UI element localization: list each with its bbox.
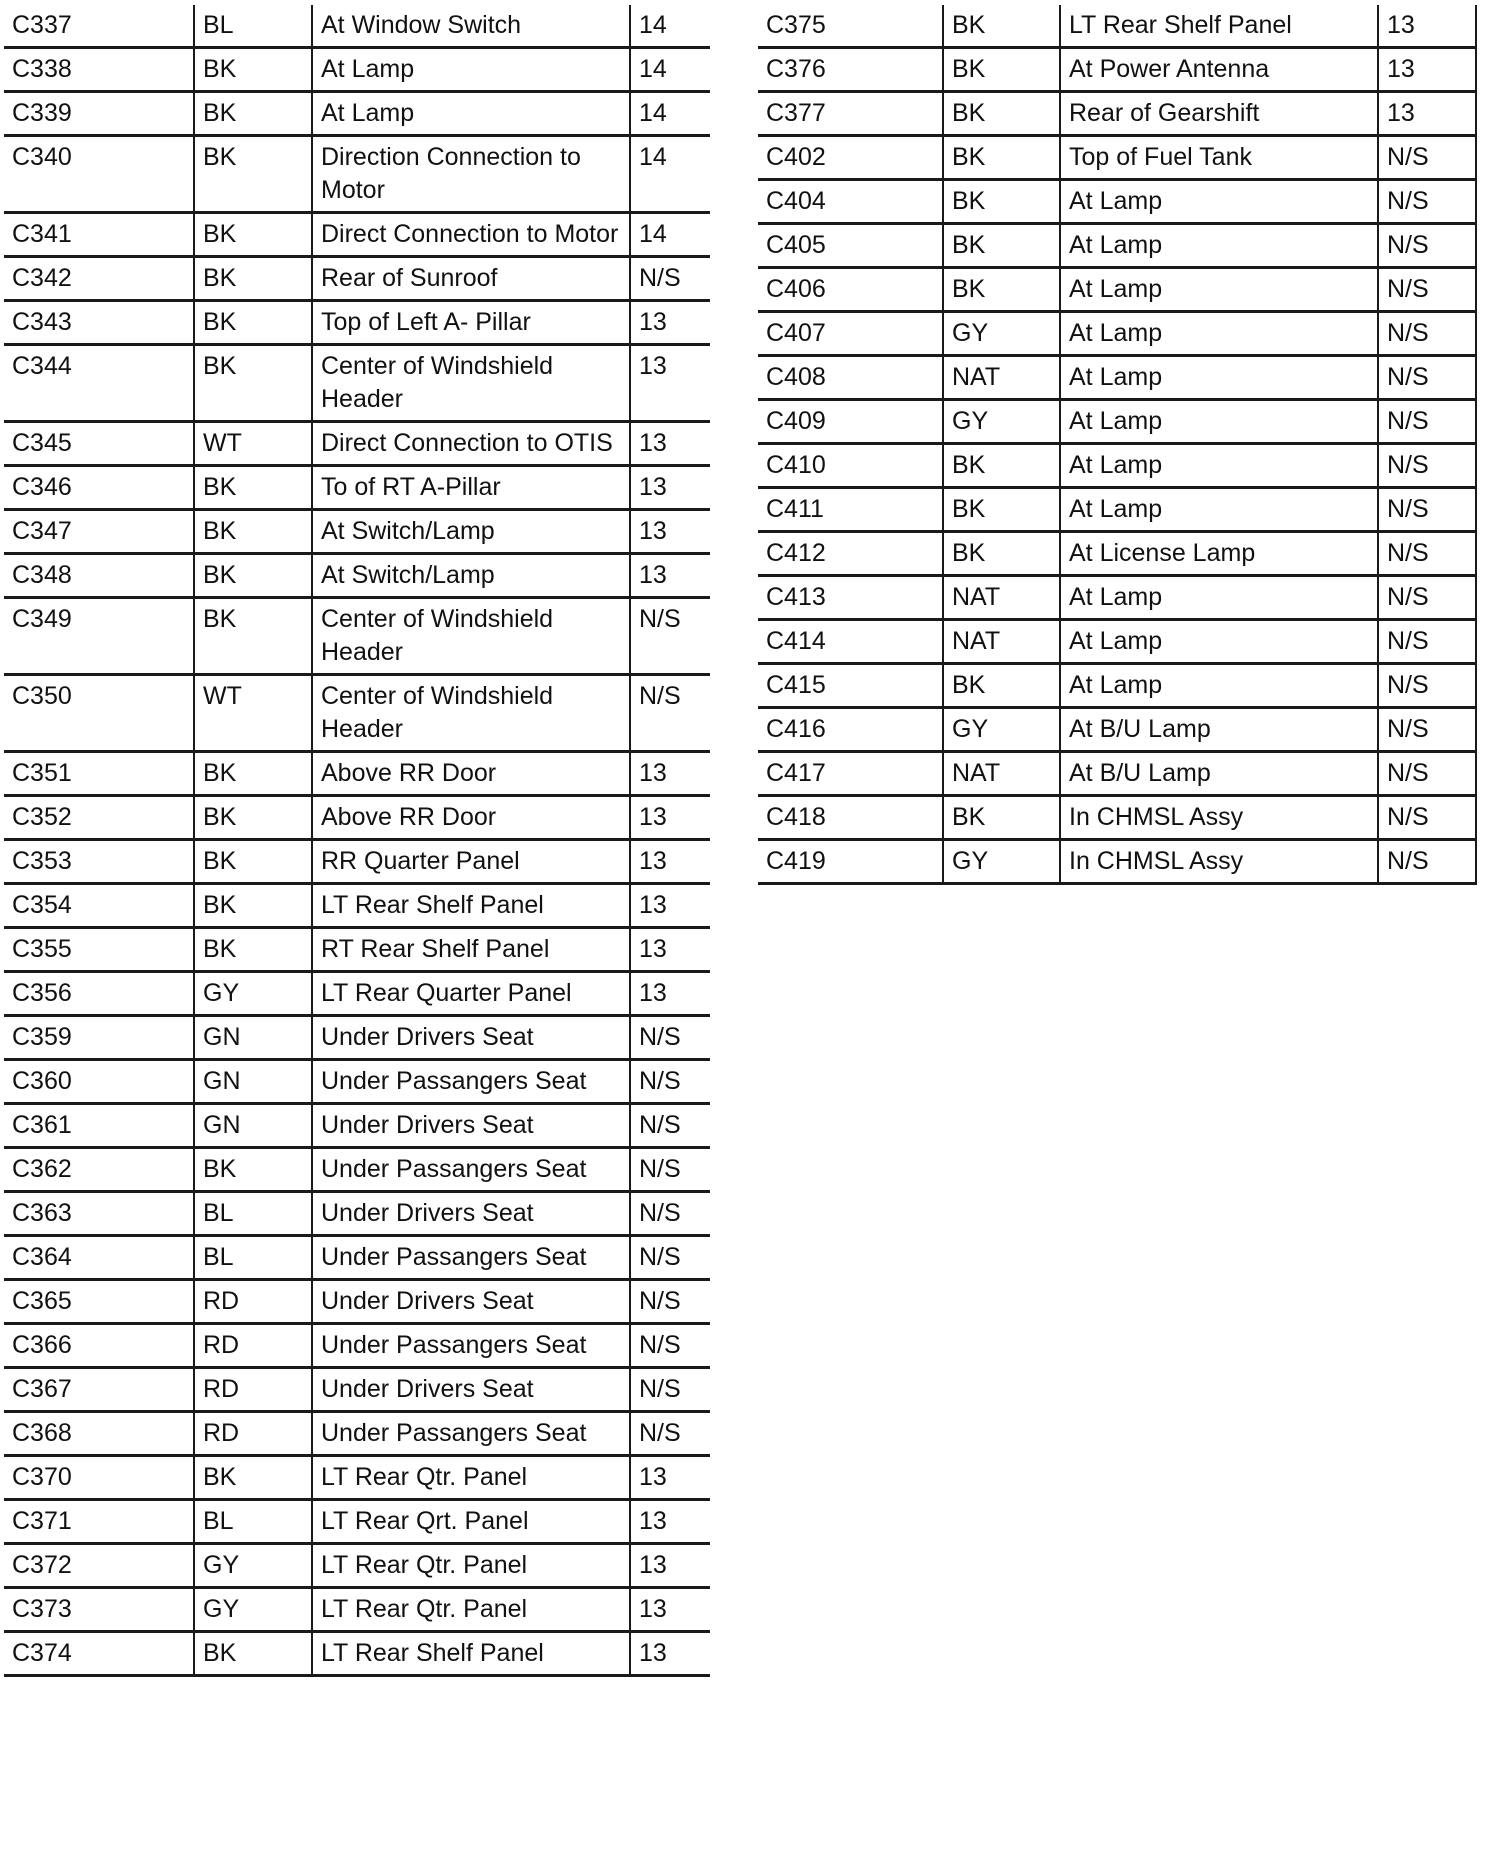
location-cell: At Lamp xyxy=(1060,444,1378,488)
table-row xyxy=(4,752,710,796)
wire-color-cell: RD xyxy=(194,1324,312,1368)
page-ref-cell: N/S xyxy=(1378,312,1476,356)
connector-id-cell: C371 xyxy=(4,1500,194,1544)
location-cell: At Switch/Lamp xyxy=(312,510,630,554)
wire-color-cell: BK xyxy=(194,928,312,972)
location-cell: LT Rear Qtr. Panel xyxy=(312,1588,630,1632)
page-ref-cell: N/S xyxy=(630,1280,710,1324)
location-cell: LT Rear Qtr. Panel xyxy=(312,1544,630,1588)
wire-color-cell: BK xyxy=(943,224,1060,268)
wire-color-cell: RD xyxy=(194,1368,312,1412)
table-row xyxy=(4,1236,710,1280)
location-cell: RT Rear Shelf Panel xyxy=(312,928,630,972)
connector-table-left xyxy=(4,5,710,1677)
page-ref-cell: 13 xyxy=(630,1500,710,1544)
page-ref-cell: 13 xyxy=(630,345,710,422)
table-row xyxy=(758,136,1476,180)
wire-color-cell: GY xyxy=(194,972,312,1016)
wire-color-cell: NAT xyxy=(943,752,1060,796)
table-row xyxy=(4,301,710,345)
location-cell: At Lamp xyxy=(312,48,630,92)
connector-id-cell: C373 xyxy=(4,1588,194,1632)
connector-id-cell: C412 xyxy=(758,532,943,576)
wire-color-cell: BK xyxy=(194,345,312,422)
connector-id-cell: C404 xyxy=(758,180,943,224)
page-ref-cell: N/S xyxy=(1378,180,1476,224)
wire-color-cell: BK xyxy=(943,532,1060,576)
table-row xyxy=(758,312,1476,356)
page-ref-cell: N/S xyxy=(630,257,710,301)
connector-id-cell: C352 xyxy=(4,796,194,840)
location-cell: Top of Left A- Pillar xyxy=(312,301,630,345)
page-ref-cell: 13 xyxy=(630,301,710,345)
page-ref-cell: 13 xyxy=(630,1588,710,1632)
connector-id-cell: C372 xyxy=(4,1544,194,1588)
wire-color-cell: BK xyxy=(943,796,1060,840)
wire-color-cell: BK xyxy=(194,510,312,554)
connector-id-cell: C366 xyxy=(4,1324,194,1368)
table-row xyxy=(4,257,710,301)
connector-id-cell: C344 xyxy=(4,345,194,422)
wire-color-cell: NAT xyxy=(943,620,1060,664)
connector-id-cell: C409 xyxy=(758,400,943,444)
connector-id-cell: C370 xyxy=(4,1456,194,1500)
location-cell: Center of Windshield Header xyxy=(312,345,630,422)
table-row xyxy=(4,422,710,466)
page-ref-cell: 13 xyxy=(630,554,710,598)
page-ref-cell: 14 xyxy=(630,136,710,213)
page-ref-cell: N/S xyxy=(1378,268,1476,312)
location-cell: Direction Connection to Motor xyxy=(312,136,630,213)
location-cell: At Lamp xyxy=(1060,224,1378,268)
page-ref-cell: N/S xyxy=(630,1324,710,1368)
table-row xyxy=(758,664,1476,708)
location-cell: LT Rear Qrt. Panel xyxy=(312,1500,630,1544)
connector-id-cell: C362 xyxy=(4,1148,194,1192)
table-row xyxy=(4,884,710,928)
location-cell: Above RR Door xyxy=(312,752,630,796)
connector-id-cell: C364 xyxy=(4,1236,194,1280)
table-row xyxy=(4,972,710,1016)
wire-color-cell: BK xyxy=(194,1632,312,1676)
page-ref-cell: N/S xyxy=(1378,488,1476,532)
wire-color-cell: GN xyxy=(194,1104,312,1148)
table-row xyxy=(4,1148,710,1192)
connector-id-cell: C339 xyxy=(4,92,194,136)
connector-id-cell: C361 xyxy=(4,1104,194,1148)
table-row xyxy=(758,400,1476,444)
connector-id-cell: C407 xyxy=(758,312,943,356)
table-row xyxy=(4,1104,710,1148)
table-row xyxy=(4,1456,710,1500)
wire-color-cell: BK xyxy=(194,136,312,213)
wire-color-cell: BK xyxy=(194,840,312,884)
wire-color-cell: NAT xyxy=(943,576,1060,620)
connector-id-cell: C406 xyxy=(758,268,943,312)
location-cell: Under Drivers Seat xyxy=(312,1280,630,1324)
wire-color-cell: GY xyxy=(194,1588,312,1632)
location-cell: At B/U Lamp xyxy=(1060,708,1378,752)
page-ref-cell: 13 xyxy=(1378,5,1476,48)
wire-color-cell: RD xyxy=(194,1412,312,1456)
page-ref-cell: N/S xyxy=(1378,224,1476,268)
connector-id-cell: C408 xyxy=(758,356,943,400)
page-ref-cell: N/S xyxy=(630,1412,710,1456)
location-cell: At Lamp xyxy=(1060,664,1378,708)
location-cell: At B/U Lamp xyxy=(1060,752,1378,796)
page-ref-cell: N/S xyxy=(1378,796,1476,840)
page-ref-cell: 13 xyxy=(630,1544,710,1588)
wire-color-cell: BK xyxy=(194,301,312,345)
connector-id-cell: C415 xyxy=(758,664,943,708)
wire-color-cell: GY xyxy=(943,312,1060,356)
connector-id-cell: C402 xyxy=(758,136,943,180)
page-ref-cell: 13 xyxy=(630,796,710,840)
table-row xyxy=(4,466,710,510)
wire-color-cell: BK xyxy=(194,1148,312,1192)
connector-id-cell: C377 xyxy=(758,92,943,136)
table-row xyxy=(4,675,710,752)
table-row xyxy=(4,510,710,554)
connector-id-cell: C340 xyxy=(4,136,194,213)
page-ref-cell: 13 xyxy=(630,1456,710,1500)
connector-table-body xyxy=(4,5,710,1676)
connector-table-right xyxy=(758,5,1477,885)
connector-id-cell: C345 xyxy=(4,422,194,466)
connector-id-cell: C347 xyxy=(4,510,194,554)
page-ref-cell: N/S xyxy=(630,1148,710,1192)
location-cell: RR Quarter Panel xyxy=(312,840,630,884)
connector-id-cell: C349 xyxy=(4,598,194,675)
connector-id-cell: C368 xyxy=(4,1412,194,1456)
page-ref-cell: 14 xyxy=(630,5,710,48)
connector-id-cell: C343 xyxy=(4,301,194,345)
location-cell: Under Drivers Seat xyxy=(312,1016,630,1060)
wire-color-cell: BK xyxy=(943,664,1060,708)
wire-color-cell: BK xyxy=(943,268,1060,312)
page-ref-cell: N/S xyxy=(1378,840,1476,884)
table-row xyxy=(4,840,710,884)
page-ref-cell: 13 xyxy=(1378,92,1476,136)
wire-color-cell: BK xyxy=(194,598,312,675)
page-ref-cell: N/S xyxy=(1378,532,1476,576)
table-row xyxy=(758,92,1476,136)
location-cell: Under Passangers Seat xyxy=(312,1148,630,1192)
table-row xyxy=(758,488,1476,532)
table-row xyxy=(758,224,1476,268)
table-row xyxy=(4,1324,710,1368)
wire-color-cell: GY xyxy=(943,400,1060,444)
connector-id-cell: C351 xyxy=(4,752,194,796)
connector-id-cell: C417 xyxy=(758,752,943,796)
connector-id-cell: C353 xyxy=(4,840,194,884)
page-ref-cell: N/S xyxy=(1378,356,1476,400)
table-row xyxy=(4,48,710,92)
wire-color-cell: BK xyxy=(194,257,312,301)
table-row xyxy=(758,840,1476,884)
page-ref-cell: N/S xyxy=(630,1236,710,1280)
wire-color-cell: GN xyxy=(194,1060,312,1104)
connector-id-cell: C416 xyxy=(758,708,943,752)
location-cell: In CHMSL Assy xyxy=(1060,840,1378,884)
wire-color-cell: BK xyxy=(194,213,312,257)
wire-color-cell: BK xyxy=(943,92,1060,136)
page-ref-cell: 13 xyxy=(630,466,710,510)
table-row xyxy=(4,1500,710,1544)
location-cell: Rear of Gearshift xyxy=(1060,92,1378,136)
table-row xyxy=(758,532,1476,576)
location-cell: At Lamp xyxy=(1060,268,1378,312)
wire-color-cell: BK xyxy=(194,884,312,928)
location-cell: Center of Windshield Header xyxy=(312,675,630,752)
page-ref-cell: N/S xyxy=(630,675,710,752)
page-ref-cell: N/S xyxy=(630,598,710,675)
location-cell: At Lamp xyxy=(1060,312,1378,356)
wire-color-cell: GY xyxy=(943,708,1060,752)
table-row xyxy=(758,576,1476,620)
wire-color-cell: NAT xyxy=(943,356,1060,400)
table-row xyxy=(4,1544,710,1588)
connector-id-cell: C363 xyxy=(4,1192,194,1236)
location-cell: Top of Fuel Tank xyxy=(1060,136,1378,180)
page-ref-cell: 13 xyxy=(630,840,710,884)
table-row xyxy=(4,345,710,422)
table-row xyxy=(4,1632,710,1676)
table-row xyxy=(4,5,710,48)
wire-color-cell: GY xyxy=(194,1544,312,1588)
table-row xyxy=(758,620,1476,664)
connector-id-cell: C354 xyxy=(4,884,194,928)
page-ref-cell: 13 xyxy=(630,884,710,928)
location-cell: Under Passangers Seat xyxy=(312,1324,630,1368)
connector-id-cell: C374 xyxy=(4,1632,194,1676)
connector-id-cell: C365 xyxy=(4,1280,194,1324)
wire-color-cell: BK xyxy=(943,5,1060,48)
wire-color-cell: BK xyxy=(194,48,312,92)
location-cell: Above RR Door xyxy=(312,796,630,840)
wire-color-cell: BK xyxy=(943,136,1060,180)
table-row xyxy=(4,1280,710,1324)
connector-id-cell: C355 xyxy=(4,928,194,972)
location-cell: Rear of Sunroof xyxy=(312,257,630,301)
connector-id-cell: C359 xyxy=(4,1016,194,1060)
location-cell: Under Passangers Seat xyxy=(312,1236,630,1280)
table-row xyxy=(4,1368,710,1412)
location-cell: In CHMSL Assy xyxy=(1060,796,1378,840)
location-cell: At License Lamp xyxy=(1060,532,1378,576)
table-row xyxy=(4,1060,710,1104)
page-ref-cell: N/S xyxy=(1378,400,1476,444)
connector-id-cell: C410 xyxy=(758,444,943,488)
connector-id-cell: C360 xyxy=(4,1060,194,1104)
location-cell: Direct Connection to Motor xyxy=(312,213,630,257)
connector-id-cell: C411 xyxy=(758,488,943,532)
page-ref-cell: 13 xyxy=(630,972,710,1016)
table-row xyxy=(4,796,710,840)
page-ref-cell: N/S xyxy=(630,1192,710,1236)
location-cell: At Lamp xyxy=(1060,400,1378,444)
location-cell: Under Drivers Seat xyxy=(312,1192,630,1236)
wire-color-cell: BK xyxy=(194,752,312,796)
location-cell: At Lamp xyxy=(312,92,630,136)
page-ref-cell: 13 xyxy=(630,422,710,466)
table-row xyxy=(758,180,1476,224)
wire-color-cell: BL xyxy=(194,1236,312,1280)
page-ref-cell: N/S xyxy=(1378,664,1476,708)
connector-id-cell: C338 xyxy=(4,48,194,92)
page-ref-cell: N/S xyxy=(1378,620,1476,664)
wire-color-cell: BK xyxy=(194,796,312,840)
table-row xyxy=(758,444,1476,488)
wire-color-cell: BK xyxy=(194,554,312,598)
wire-color-cell: RD xyxy=(194,1280,312,1324)
location-cell: LT Rear Shelf Panel xyxy=(312,884,630,928)
location-cell: Under Passangers Seat xyxy=(312,1060,630,1104)
connector-id-cell: C337 xyxy=(4,5,194,48)
table-row xyxy=(4,136,710,213)
wire-color-cell: BK xyxy=(194,466,312,510)
table-row xyxy=(758,796,1476,840)
wire-color-cell: BL xyxy=(194,1192,312,1236)
connector-table-body xyxy=(758,5,1476,884)
page-ref-cell: 13 xyxy=(630,928,710,972)
location-cell: LT Rear Shelf Panel xyxy=(1060,5,1378,48)
wire-color-cell: BK xyxy=(943,444,1060,488)
connector-id-cell: C348 xyxy=(4,554,194,598)
connector-id-cell: C419 xyxy=(758,840,943,884)
location-cell: Under Drivers Seat xyxy=(312,1368,630,1412)
page-ref-cell: N/S xyxy=(630,1016,710,1060)
page-ref-cell: 14 xyxy=(630,92,710,136)
location-cell: At Lamp xyxy=(1060,488,1378,532)
wire-color-cell: BK xyxy=(194,1456,312,1500)
page-ref-cell: 14 xyxy=(630,48,710,92)
page-ref-cell: N/S xyxy=(1378,136,1476,180)
location-cell: At Lamp xyxy=(1060,576,1378,620)
table-row xyxy=(758,5,1476,48)
page-ref-cell: N/S xyxy=(630,1060,710,1104)
table-row xyxy=(4,928,710,972)
wire-color-cell: WT xyxy=(194,675,312,752)
connector-id-cell: C342 xyxy=(4,257,194,301)
table-row xyxy=(4,92,710,136)
wire-color-cell: BK xyxy=(194,92,312,136)
table-row xyxy=(4,1192,710,1236)
location-cell: LT Rear Qtr. Panel xyxy=(312,1456,630,1500)
connector-id-cell: C414 xyxy=(758,620,943,664)
wire-color-cell: BK xyxy=(943,180,1060,224)
wire-color-cell: GN xyxy=(194,1016,312,1060)
page-ref-cell: N/S xyxy=(630,1368,710,1412)
table-row xyxy=(4,1412,710,1456)
connector-id-cell: C375 xyxy=(758,5,943,48)
wire-color-cell: BL xyxy=(194,1500,312,1544)
location-cell: LT Rear Quarter Panel xyxy=(312,972,630,1016)
wire-color-cell: BK xyxy=(943,488,1060,532)
page-ref-cell: 13 xyxy=(1378,48,1476,92)
location-cell: At Switch/Lamp xyxy=(312,554,630,598)
table-row xyxy=(4,554,710,598)
wire-color-cell: BK xyxy=(943,48,1060,92)
page-ref-cell: 13 xyxy=(630,752,710,796)
wire-color-cell: GY xyxy=(943,840,1060,884)
page-ref-cell: N/S xyxy=(1378,708,1476,752)
location-cell: To of RT A-Pillar xyxy=(312,466,630,510)
page-ref-cell: 14 xyxy=(630,213,710,257)
location-cell: At Lamp xyxy=(1060,356,1378,400)
connector-id-cell: C418 xyxy=(758,796,943,840)
location-cell: At Window Switch xyxy=(312,5,630,48)
table-row xyxy=(758,752,1476,796)
connector-id-cell: C413 xyxy=(758,576,943,620)
connector-id-cell: C405 xyxy=(758,224,943,268)
table-row xyxy=(4,1588,710,1632)
page-ref-cell: N/S xyxy=(1378,752,1476,796)
table-row xyxy=(758,268,1476,312)
wire-color-cell: BL xyxy=(194,5,312,48)
connector-id-cell: C376 xyxy=(758,48,943,92)
connector-id-cell: C350 xyxy=(4,675,194,752)
page-ref-cell: N/S xyxy=(1378,444,1476,488)
location-cell: Under Passangers Seat xyxy=(312,1412,630,1456)
table-row xyxy=(758,708,1476,752)
page-ref-cell: 13 xyxy=(630,1632,710,1676)
connector-id-cell: C346 xyxy=(4,466,194,510)
location-cell: At Lamp xyxy=(1060,620,1378,664)
table-row xyxy=(758,356,1476,400)
table-row xyxy=(4,598,710,675)
location-cell: Center of Windshield Header xyxy=(312,598,630,675)
page-ref-cell: 13 xyxy=(630,510,710,554)
connector-id-cell: C367 xyxy=(4,1368,194,1412)
connector-id-cell: C341 xyxy=(4,213,194,257)
table-row xyxy=(758,48,1476,92)
location-cell: At Lamp xyxy=(1060,180,1378,224)
location-cell: Under Drivers Seat xyxy=(312,1104,630,1148)
table-row xyxy=(4,1016,710,1060)
location-cell: Direct Connection to OTIS xyxy=(312,422,630,466)
table-row xyxy=(4,213,710,257)
connector-id-cell: C356 xyxy=(4,972,194,1016)
page-ref-cell: N/S xyxy=(630,1104,710,1148)
location-cell: LT Rear Shelf Panel xyxy=(312,1632,630,1676)
location-cell: At Power Antenna xyxy=(1060,48,1378,92)
wire-color-cell: WT xyxy=(194,422,312,466)
page-ref-cell: N/S xyxy=(1378,576,1476,620)
